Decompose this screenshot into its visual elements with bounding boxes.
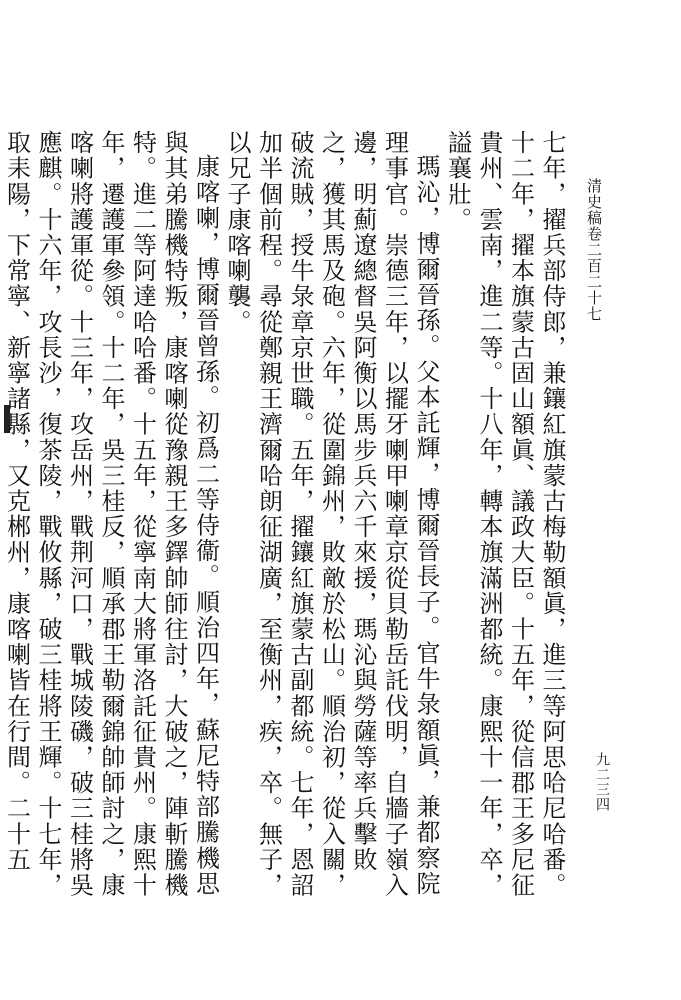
paragraph: 康喀喇，博爾晉曾孫。初爲二等侍衞。順治四年，蘇尼特部騰機思與其弟騰機特叛，康喀喇從豫親王多鐸帥師往討，大破之，陣斬騰機特。進二等阿達哈哈番。十五年，從寧南大將軍洛託征貴州。康熙十年，遷護軍參領。十二年，吳三桂反，順承郡王勒爾錦帥師討之，康喀喇將護軍從。十三年，攻岳州，戰荆河口，戰城陵磯，破三桂將吳應麒。十六年，攻長沙，復茶陵，戰攸縣，破三桂將王輝。十七年，取耒陽，下常寧、新寧諸縣，又克郴州，康喀喇皆在行間。二十五 [2,130,220,898]
paragraph: 瑪沁，博爾晉孫。父本託輝，博爾晉長子。官牛彔額眞，兼都察院理事官。崇德三年，以擺牙喇甲喇章京從貝勒岳託伐明，自牆子嶺入邊，明薊遼總督吳阿衡以馬步兵六千來援，瑪沁與勞薩等率兵擊敗之，獲其馬及砲。六年，從圍錦州，敗敵於松山。順治初，從入關，破流賊，授牛彔章京世職。五年，擢鑲紅旗蒙古副都統。七年，恩詔加半個前程。尋從鄭親王濟爾哈朗征湖廣，至衡州，疾，卒。無子，以兄子康喀喇襲。 [223,130,440,898]
page-number: 九二三四 [594,752,610,812]
body-text [2,130,567,920]
running-title: 清史稿卷二百二十七 [585,178,603,322]
paragraph: 七年，擢兵部侍郎，兼鑲紅旗蒙古梅勒額眞，進三等阿思哈尼哈番。十二年，擢本旗蒙古固山額眞、議政大臣。十五年，從信郡王多尼征貴州、雲南，進二等。十八年，轉本旗滿洲都統。康熙十一年，卒，謚襄壯。 [443,130,566,898]
